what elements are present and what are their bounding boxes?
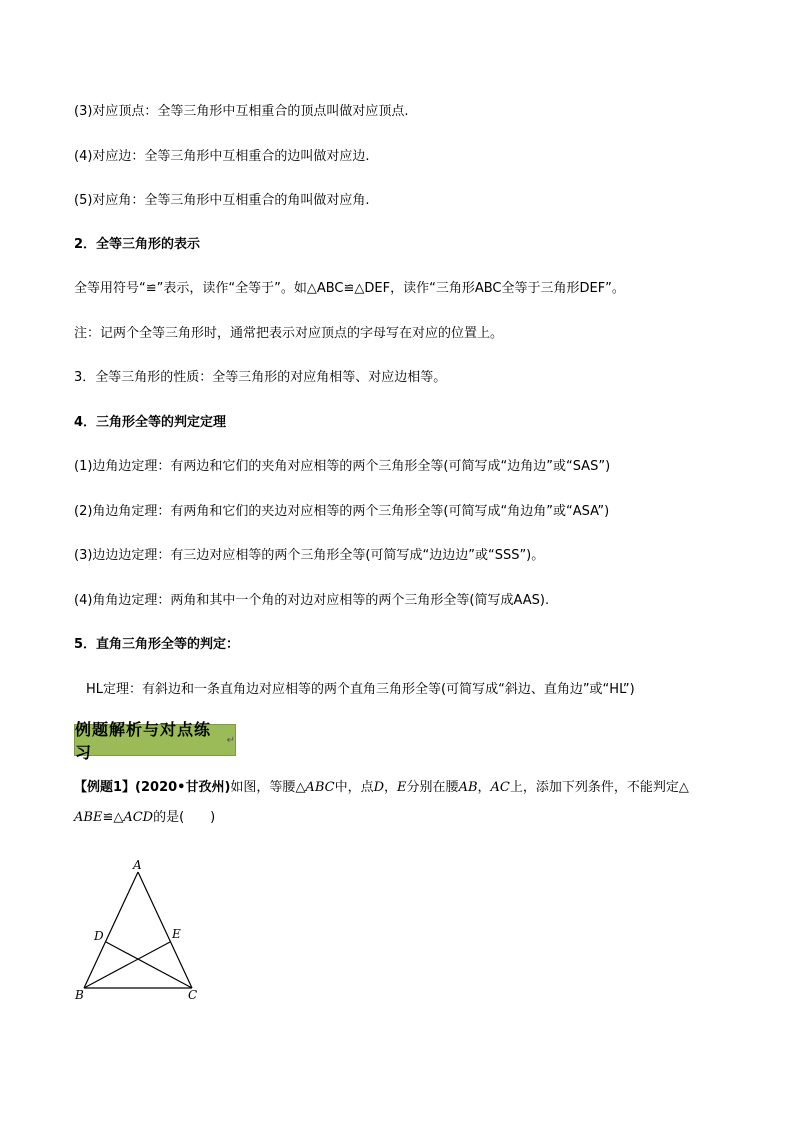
text-line-notation: 全等用符号“≌”表示，读作“全等于”。如△ABC≌△DEF，读作“三角形ABC全等于三角形DEF”。 (74, 281, 625, 296)
triangle-figure (68, 852, 218, 1012)
vertex-label-a: A (133, 858, 142, 872)
example-text: 上，添加下列条件，不能判定△ (509, 780, 689, 795)
example-label: 【例题1】 (74, 780, 136, 795)
segment-dc (106, 942, 192, 988)
example-math: △ABC (295, 780, 335, 795)
example-text: 的是( ) (153, 810, 216, 825)
example-source: (2020•甘孜州) (135, 780, 231, 795)
section-heading-criteria: 4．三角形全等的判定定理 (74, 415, 227, 430)
example-text: ， (384, 780, 398, 795)
text-line-corresponding-side: (4)对应边：全等三角形中互相重合的边叫做对应边. (74, 149, 370, 164)
example-text: 中，点 (334, 780, 374, 795)
banner-title: 例题解析与对点练习 (75, 720, 212, 762)
text-line-properties: 3．全等三角形的性质：全等三角形的对应角相等、对应边相等。 (74, 370, 447, 385)
section-heading-right-triangle: 5．直角三角形全等的判定： (74, 637, 240, 652)
side-ab (84, 872, 138, 988)
text-line-corresponding-angle: (5)对应角：全等三角形中互相重合的角叫做对应角. (74, 193, 370, 208)
vertex-label-c: C (188, 988, 198, 1002)
text-line-aas: (4)角角边定理：两角和其中一个角的对边对应相等的两个三角形全等(简写成AAS). (74, 593, 550, 608)
section-heading-notation: 2．全等三角形的表示 (74, 237, 201, 252)
example-math: E (397, 780, 407, 795)
example-math: ACD (123, 810, 154, 825)
point-label-e: E (172, 927, 181, 941)
segment-eb (84, 942, 170, 988)
section-banner (74, 720, 236, 762)
example-question-line-1 (74, 779, 689, 797)
example-text: ， (477, 780, 491, 795)
side-ac (138, 872, 192, 988)
vertex-label-b: B (75, 988, 84, 1002)
point-label-d: D (94, 929, 104, 943)
text-line-corresponding-vertex: (3)对应顶点：全等三角形中互相重合的顶点叫做对应顶点. (74, 104, 409, 119)
example-text: 如图，等腰 (230, 780, 296, 795)
example-math: AB (458, 780, 478, 795)
text-line-sss: (3)边边边定理：有三边对应相等的两个三角形全等(可简写成“边边边”或“SSS”)。 (74, 548, 545, 563)
text-line-asa: (2)角边角定理：有两角和它们的夹边对应相等的两个三角形全等(可简写成“角边角”或“ASA”) (74, 504, 610, 519)
example-math: AC (490, 780, 510, 795)
example-math: ABE (74, 810, 103, 825)
example-question-line-2 (74, 809, 215, 827)
example-text: ≌△ (102, 810, 124, 825)
text-line-hl: HL定理：有斜边和一条直角边对应相等的两个直角三角形全等(可简写成“斜边、直角边”或“HL”) (86, 682, 635, 697)
paragraph-mark-icon: ↵ (226, 734, 235, 746)
example-math: D (373, 780, 385, 795)
text-line-note: 注：记两个全等三角形时，通常把表示对应顶点的字母写在对应的位置上。 (74, 326, 504, 341)
text-line-sas: (1)边角边定理：有两边和它们的夹角对应相等的两个三角形全等(可简写成“边角边”或“SAS”) (74, 459, 611, 474)
example-text: 分别在腰 (406, 780, 459, 795)
